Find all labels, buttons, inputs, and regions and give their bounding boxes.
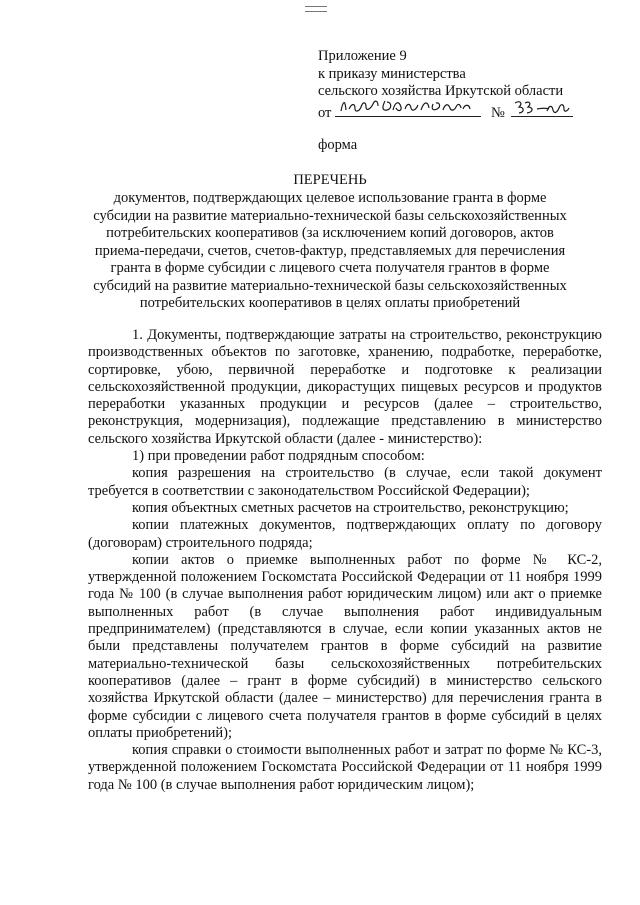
appendix-order-ref: к приказу министерства bbox=[318, 65, 466, 82]
paragraph-item-1: 1. Документы, подтверждающие затраты на строительство, реконструкцию производственных объектов по заготовке, хранению, подработке, переработке, сортировке, убою, первичной переработке и подготовке к реализации сельскохозяйственной продукции, дикорастущих пищевых ресурсов и продуктов переработки указанных продукции и ресурсов (далее – строительство, реконструкция, модернизация), подлежащие представлению в министерство сельского хозяйства Иркутской области (далее - министерство): bbox=[88, 327, 602, 447]
paragraph-contract-method: 1) при проведении работ подрядным способом: bbox=[132, 448, 425, 465]
from-label: от bbox=[318, 104, 332, 121]
handwritten-date-signature bbox=[335, 95, 481, 117]
subtitle-line: субсидий на развитие материально-технической базы сельскохозяйственных bbox=[93, 277, 567, 294]
paragraph-payment-docs: копии платежных документов, подтверждающих оплату по договору (договорам) строительного подряда; bbox=[88, 517, 602, 551]
handwritten-number-signature bbox=[511, 95, 573, 117]
appendix-ministry: сельского хозяйства Иркутской области bbox=[318, 83, 564, 99]
subtitle-line: документов, подтверждающих целевое использование гранта в форме bbox=[113, 190, 547, 206]
document-body bbox=[88, 327, 602, 794]
subtitle-line: гранта в форме субсидии с лицевого счета получателя грантов в форме bbox=[110, 260, 550, 276]
subtitle-line: потребительских кооперативов в целях оплаты приобретений bbox=[139, 295, 521, 311]
paragraph-ks2-acts: копии актов о приемке выполненных работ по форме № КС-2, утвержденной положением Госкомстата Российской Федерации от 11 ноября 1999 года № 100 (в случае выполнения работ юридическим лицом) или акт о приемке выполненных работ (в случае выполнения работ индивидуальным предпринимателем) (представляются в случае, если копии указанных актов не были представлены получателем грантов в форме субсидий на развитие материально-технической базы сельскохозяйственных потребительских кооперативов (далее – грант в форме субсидий) в министерство сельского хозяйства Иркутской области (далее – министерство) для перечисления гранта в форме субсидии с лицевого счета получателя грантов в форме субсидий в целях оплаты приобретений); bbox=[88, 551, 602, 741]
form-label: форма bbox=[318, 137, 358, 153]
paragraph-building-permit: копия разрешения на строительство (в случае, если такой документ требуется в соответствии с законодательством Российской Федерации); bbox=[88, 465, 602, 499]
appendix-header bbox=[318, 48, 628, 122]
number-label: № bbox=[491, 104, 505, 121]
appendix-number: Приложение 9 bbox=[318, 48, 407, 64]
subtitle-line: потребительских кооперативов (за исключением копий договоров, актов bbox=[106, 225, 554, 241]
paragraph-ks3-certificate: копия справки о стоимости выполненных работ и затрат по форме № КС-3, утвержденной положением Госкомстата Российской Федерации от 11 ноября 1999 года № 100 (в случае выполнения работ юридическим лицом); bbox=[88, 742, 602, 793]
page-top-mark bbox=[305, 6, 327, 12]
handwritten-number bbox=[511, 101, 573, 117]
document-subtitle bbox=[90, 190, 570, 313]
paragraph-estimates: копия объектных сметных расчетов на строительство, реконструкцию; bbox=[132, 499, 569, 516]
document-title: ПЕРЕЧЕНЬ bbox=[293, 172, 367, 188]
subtitle-line: субсидии на развитие материально-технической базы сельскохозяйственных bbox=[93, 207, 567, 224]
handwritten-date bbox=[335, 101, 481, 117]
appendix-date-number-line bbox=[318, 101, 628, 123]
subtitle-line: приема-передачи, счетов, счетов-фактур, представляемых для перечисления bbox=[94, 242, 566, 259]
